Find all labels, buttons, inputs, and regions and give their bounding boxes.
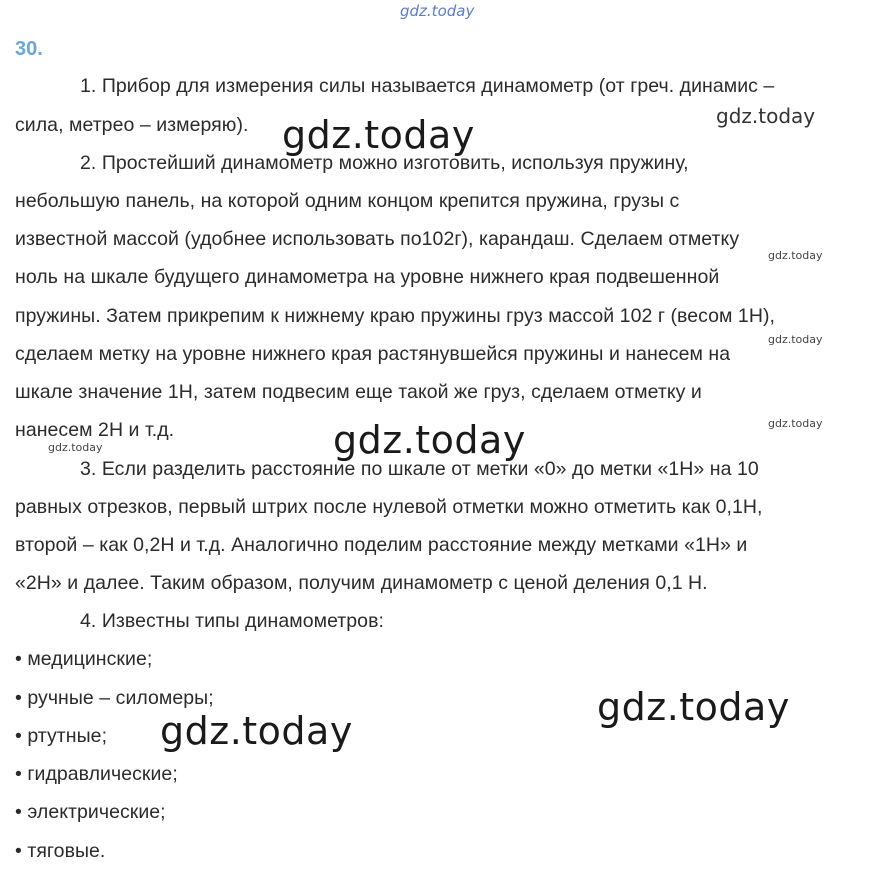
watermark: gdz.today [160,709,353,753]
text-line: сила, метрео – измеряю). [15,114,249,136]
watermark: gdz.today [333,418,526,462]
watermark: gdz.today [768,417,823,430]
text-line: ноль на шкале будущего динамометра на уровне нижнего края подвешенной [15,266,720,288]
text-line: небольшую панель, на которой одним концом крепится пружина, грузы с [15,190,680,212]
list-item: • гидравлические; [15,763,178,785]
list-item: • ручные – силомеры; [15,687,214,709]
text-line: равных отрезков, первый штрих после нулевой отметки можно отметить как 0,1Н, [15,496,763,518]
text-line: 3. Если разделить расстояние по шкале от метки «0» до метки «1Н» на 10 [80,458,759,480]
list-item: • тяговые. [15,840,106,862]
text-line: пружины. Затем прикрепим к нижнему краю пружины груз массой 102 г (весом 1Н), [15,305,775,327]
watermark: gdz.today [716,104,816,128]
text-line: сделаем метку на уровне нижнего края растянувшейся пружины и нанесем на [15,343,731,365]
site-watermark-top: gdz.today [400,2,475,20]
text-line: шкале значение 1Н, затем подвесим еще такой же груз, сделаем отметку и [15,381,702,403]
text-line: 4. Известны типы динамометров: [80,610,384,632]
watermark: gdz.today [768,333,823,346]
watermark: gdz.today [48,441,103,454]
text-line: второй – как 0,2Н и т.д. Аналогично поделим расстояние между метками «1Н» и [15,534,748,556]
text-line: 2. Простейший динамометр можно изготовить, используя пружину, [80,152,689,174]
text-line: 1. Прибор для измерения силы называется динамометр (от греч. динамис – [80,75,775,97]
list-item: • медицинские; [15,648,153,670]
list-item: • электрические; [15,801,166,823]
text-line: нанесем 2Н и т.д. [15,419,175,441]
watermark: gdz.today [768,249,823,262]
watermark: gdz.today [282,113,475,157]
exercise-number: 30. [15,38,43,60]
watermark: gdz.today [597,685,790,729]
text-line: известной массой (удобнее использовать по102г), карандаш. Сделаем отметку [15,228,740,250]
list-item: • ртутные; [15,725,108,747]
text-line: «2Н» и далее. Таким образом, получим динамометр с ценой деления 0,1 Н. [15,572,708,594]
